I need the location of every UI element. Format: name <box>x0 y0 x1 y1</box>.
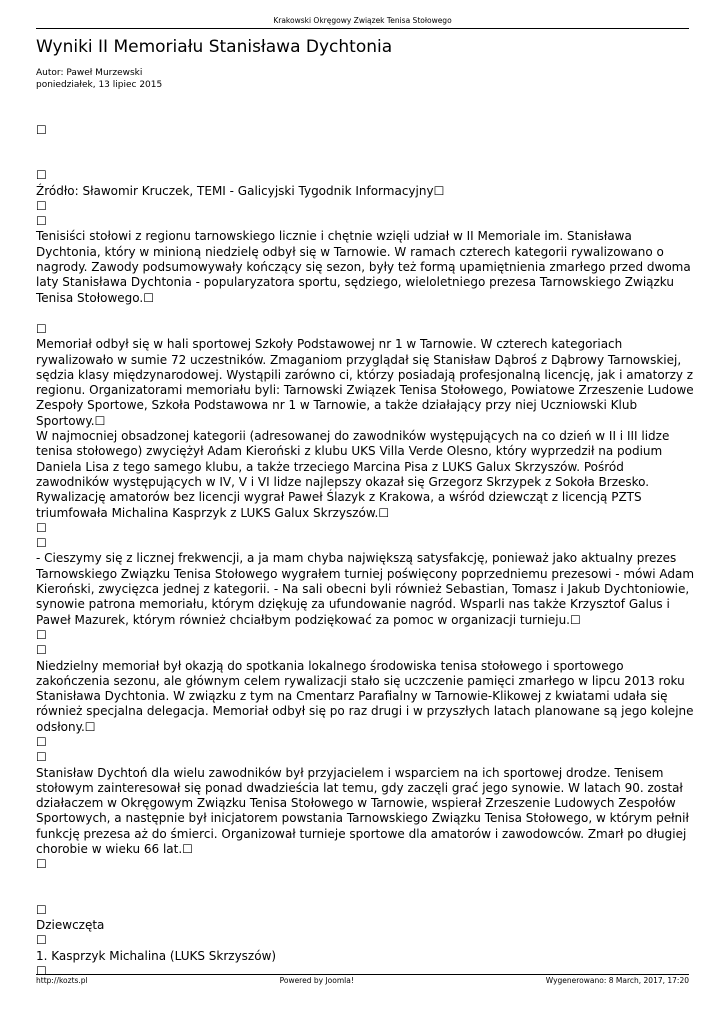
footer-url[interactable]: http://kozts.pl <box>36 976 88 985</box>
paragraph <box>36 551 696 627</box>
paragraph-text: W najmocniej obsadzonej kategorii (adresowanej do zawodników występujących na co dzień w II i III lidze tenisa stołowego) zwyciężył Adam Kieroński z klubu UKS Villa Verde Olesno, który wyprzedził na podium Daniela Lisa z tego samego klubu, a także trzeciego Marcina Pisa z LUKS Galux Skrzyszów. Pośród zawodników występujących w IV, V i VI lidze najlepszy okazał się Grzegorz Skrzypek z Sokoła Brzesko. Rywalizację amatorów bez licencji wygrał Paweł Ślazyk z Krakowa, a wśród dziewcząt z licencją PZTS triumfowała Michalina Kasprzyk z LUKS Galux Skrzyszów. <box>36 429 670 520</box>
footer-generated: Wygenerowano: 8 March, 2017, 17:20 <box>545 976 689 985</box>
paragraph <box>36 766 696 858</box>
header-divider <box>36 28 689 29</box>
image-placeholder-icon: ☐ <box>36 857 47 872</box>
author-line: Autor: Paweł Murzewski <box>36 68 143 78</box>
page-title: Wyniki II Memoriału Stanisława Dychtonia <box>36 37 393 57</box>
image-placeholder-icon: ☐ <box>36 321 47 336</box>
article-body <box>36 123 696 979</box>
source-text: Źródło: Sławomir Kruczek, TEMI - Galicyjski Tygodnik Informacyjny <box>36 183 434 198</box>
paragraph-text: Niedzielny memoriał był okazją do spotkania lokalnego środowiska tenisa stołowego i sportowego zakończenia sezonu, ale głównym celem rywalizacji stało się uczczenie pamięci zmarłego w lipcu 2013 roku Stanisława Dychtonia. W związku z tym na Cmentarz Parafialny w Tarnowie-Klikowej z kwiatami udała się również specjalna delegacja. Memoriał odbył się po raz drugi i w przyszłych latach planowane są jego kolejne odsłony. <box>36 658 694 734</box>
image-placeholder-icon: ☐ <box>36 627 47 642</box>
results-category: Dziewczęta <box>36 917 105 932</box>
image-placeholder-icon: ☐ <box>94 413 106 428</box>
source-line <box>36 184 696 199</box>
image-placeholder-icon: ☐ <box>84 719 96 734</box>
paragraph <box>36 229 696 305</box>
article-meta <box>36 67 162 91</box>
paragraph-text: Memoriał odbył się w hali sportowej Szkoły Podstawowej nr 1 w Tarnowie. W czterech kategoriach rywalizowało w sumie 72 uczestników. Zmaganiom przyglądał się Stanisław Dąbroś z Dąbrowy Tarnowskiej, sędzia klasy międzynarodowej. Wystąpili zarówno ci, którzy posiadają profesjonalną licencję, jak i amatorzy z regionu. Organizatorami memoriału byli: Tarnowski Związek Tenisa Stołowego, Powiatowe Zrzeszenie Ludowe Zespoły Sportowe, Szkoła Podstawowa nr 1 w Tarnowie, a także działający przy niej Uczniowski Klub Sportowy. <box>36 337 694 428</box>
image-placeholder-icon: ☐ <box>36 536 47 551</box>
image-placeholder-icon: ☐ <box>36 214 47 229</box>
footer-divider <box>36 974 689 975</box>
image-placeholder-icon: ☐ <box>36 963 47 978</box>
image-placeholder-icon: ☐ <box>36 933 47 948</box>
paragraph <box>36 429 696 521</box>
image-placeholder-icon: ☐ <box>36 734 47 749</box>
paragraph-text: Tenisiści stołowi z regionu tarnowskiego licznie i chętnie wzięli udział w II Memoriale im. Stanisława Dychtonia, który w minioną niedzielę odbył się w Tarnowie. W ramach czterech kategorii rywalizowano o nagrody. Zawody podsumowywały kończący się sezon, były też formą upamiętnienia zmarłego przed dwoma laty Stanisława Dychtonia - popularyzatora sportu, sędziego, wieloletniego prezesa Tarnowskiego Związku Tenisa Stołowego. <box>36 229 691 305</box>
image-placeholder-icon: ☐ <box>36 198 47 213</box>
paragraph <box>36 659 696 735</box>
image-placeholder-icon: ☐ <box>36 168 47 183</box>
image-placeholder-icon: ☐ <box>36 643 47 658</box>
results-first-place: 1. Kasprzyk Michalina (LUKS Skrzyszów) <box>36 948 277 963</box>
image-placeholder-icon: ☐ <box>378 505 390 520</box>
image-placeholder-icon: ☐ <box>182 842 193 857</box>
image-placeholder-icon: ☐ <box>36 750 47 765</box>
paragraph-text: - Cieszymy się z licznej frekwencji, a ja mam chyba największą satysfakcję, ponieważ jako aktualny prezes Tarnowskiego Związku Tenisa Stołowego wygrałem turniej poświęcony poprzedniemu prezesowi - mówi Adam Kieroński, zwycięzca jednej z kategorii. - Na sali obecni byli również Sebastian, Tomasz i Jakub Dychtoniowie, synowie patrona memoriału, którym dziękuję za ufundowanie nagród. Wsparli nas także Krzysztof Galus i Paweł Mazurek, którym również chciałbym podziękować za pomoc w organizacji turnieju. <box>36 551 695 627</box>
image-placeholder-icon: ☐ <box>569 612 581 627</box>
image-placeholder-icon: ☐ <box>143 290 154 305</box>
image-placeholder-icon: ☐ <box>433 183 445 198</box>
page-header: Krakowski Okręgowy Związek Tenisa Stołowego <box>273 16 452 25</box>
image-placeholder-icon: ☐ <box>36 123 47 137</box>
page-footer <box>36 976 689 986</box>
footer-powered-by: Powered by Joomla! <box>279 976 354 985</box>
date-line: poniedziałek, 13 lipiec 2015 <box>36 80 163 90</box>
image-placeholder-icon: ☐ <box>36 902 47 917</box>
paragraph <box>36 337 696 429</box>
paragraph-text: Stanisław Dychtoń dla wielu zawodników był przyjacielem i wsparciem na ich sportowej drodze. Tenisem stołowym zainteresował się ponad dwadzieścia lat temu, gdy zaczęli grać jego synowie. W latach 90. został działaczem w Okręgowym Związku Tenisa Stołowego w Tarnowie, wspierał Zrzeszenie Ludowych Zespołów Sportowych, a następnie był inicjatorem powstania Tarnowskiego Związku Tenisa Stołowego, w którym pełnił funkcję prezesa aż do śmierci. Organizował turnieje sportowe dla amatorów i zawodowców. Zmarł po długiej chorobie w wieku 66 lat. <box>36 765 689 857</box>
image-placeholder-icon: ☐ <box>36 520 47 535</box>
